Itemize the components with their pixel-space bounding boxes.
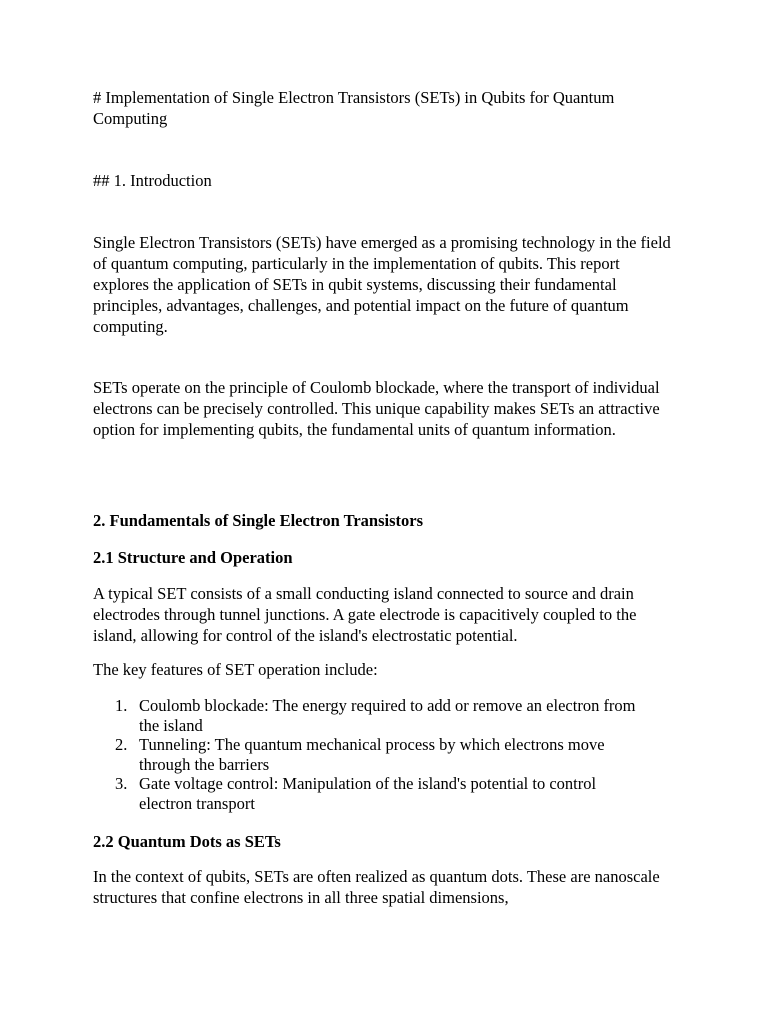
list-item <box>93 696 653 735</box>
intro-heading: ## 1. Introduction <box>93 171 212 190</box>
section-2-2-heading: 2.2 Quantum Dots as SETs <box>93 832 281 851</box>
list-item-text: Tunneling: The quantum mechanical process by which electrons move through the barriers <box>139 735 605 774</box>
intro-paragraph-2: SETs operate on the principle of Coulomb blockade, where the transport of individual electrons can be precisely controlled. This unique capability makes SETs an attractive option for implementing qubits, the fundamental units of quantum information. <box>93 378 660 439</box>
section-2-1-paragraph-2: The key features of SET operation include: <box>93 660 378 679</box>
intro-paragraph-1: Single Electron Transistors (SETs) have emerged as a promising technology in the field of quantum computing, particularly in the implementation of qubits. This report explores the application of SETs in qubit systems, discussing their fundamental principles, advantages, challenges, and potential impact on the future of quantum computing. <box>93 233 671 336</box>
section-2-heading: 2. Fundamentals of Single Electron Transistors <box>93 511 424 530</box>
list-item-number: 2. <box>115 735 128 754</box>
section-2-2-paragraph-1: In the context of qubits, SETs are often realized as quantum dots. These are nanoscale structures that confine electrons in all three spatial dimensions, <box>93 867 660 907</box>
section-2-1-heading: 2.1 Structure and Operation <box>93 548 293 567</box>
list-item <box>93 774 653 813</box>
section-2-1-paragraph-1: A typical SET consists of a small conducting island connected to source and drain electrodes through tunnel junctions. A gate electrode is capacitively coupled to the island, allowing for control of the island's electrostatic potential. <box>93 584 637 645</box>
document-title: # Implementation of Single Electron Transistors (SETs) in Qubits for Quantum Computing <box>93 88 615 128</box>
list-item <box>93 735 653 774</box>
list-item-text: Gate voltage control: Manipulation of the island's potential to control electron transport <box>139 774 597 813</box>
list-item-text: Coulomb blockade: The energy required to add or remove an electron from the island <box>139 696 636 735</box>
list-item-number: 1. <box>115 696 128 715</box>
list-item-number: 3. <box>115 774 128 793</box>
key-features-list <box>93 696 653 813</box>
